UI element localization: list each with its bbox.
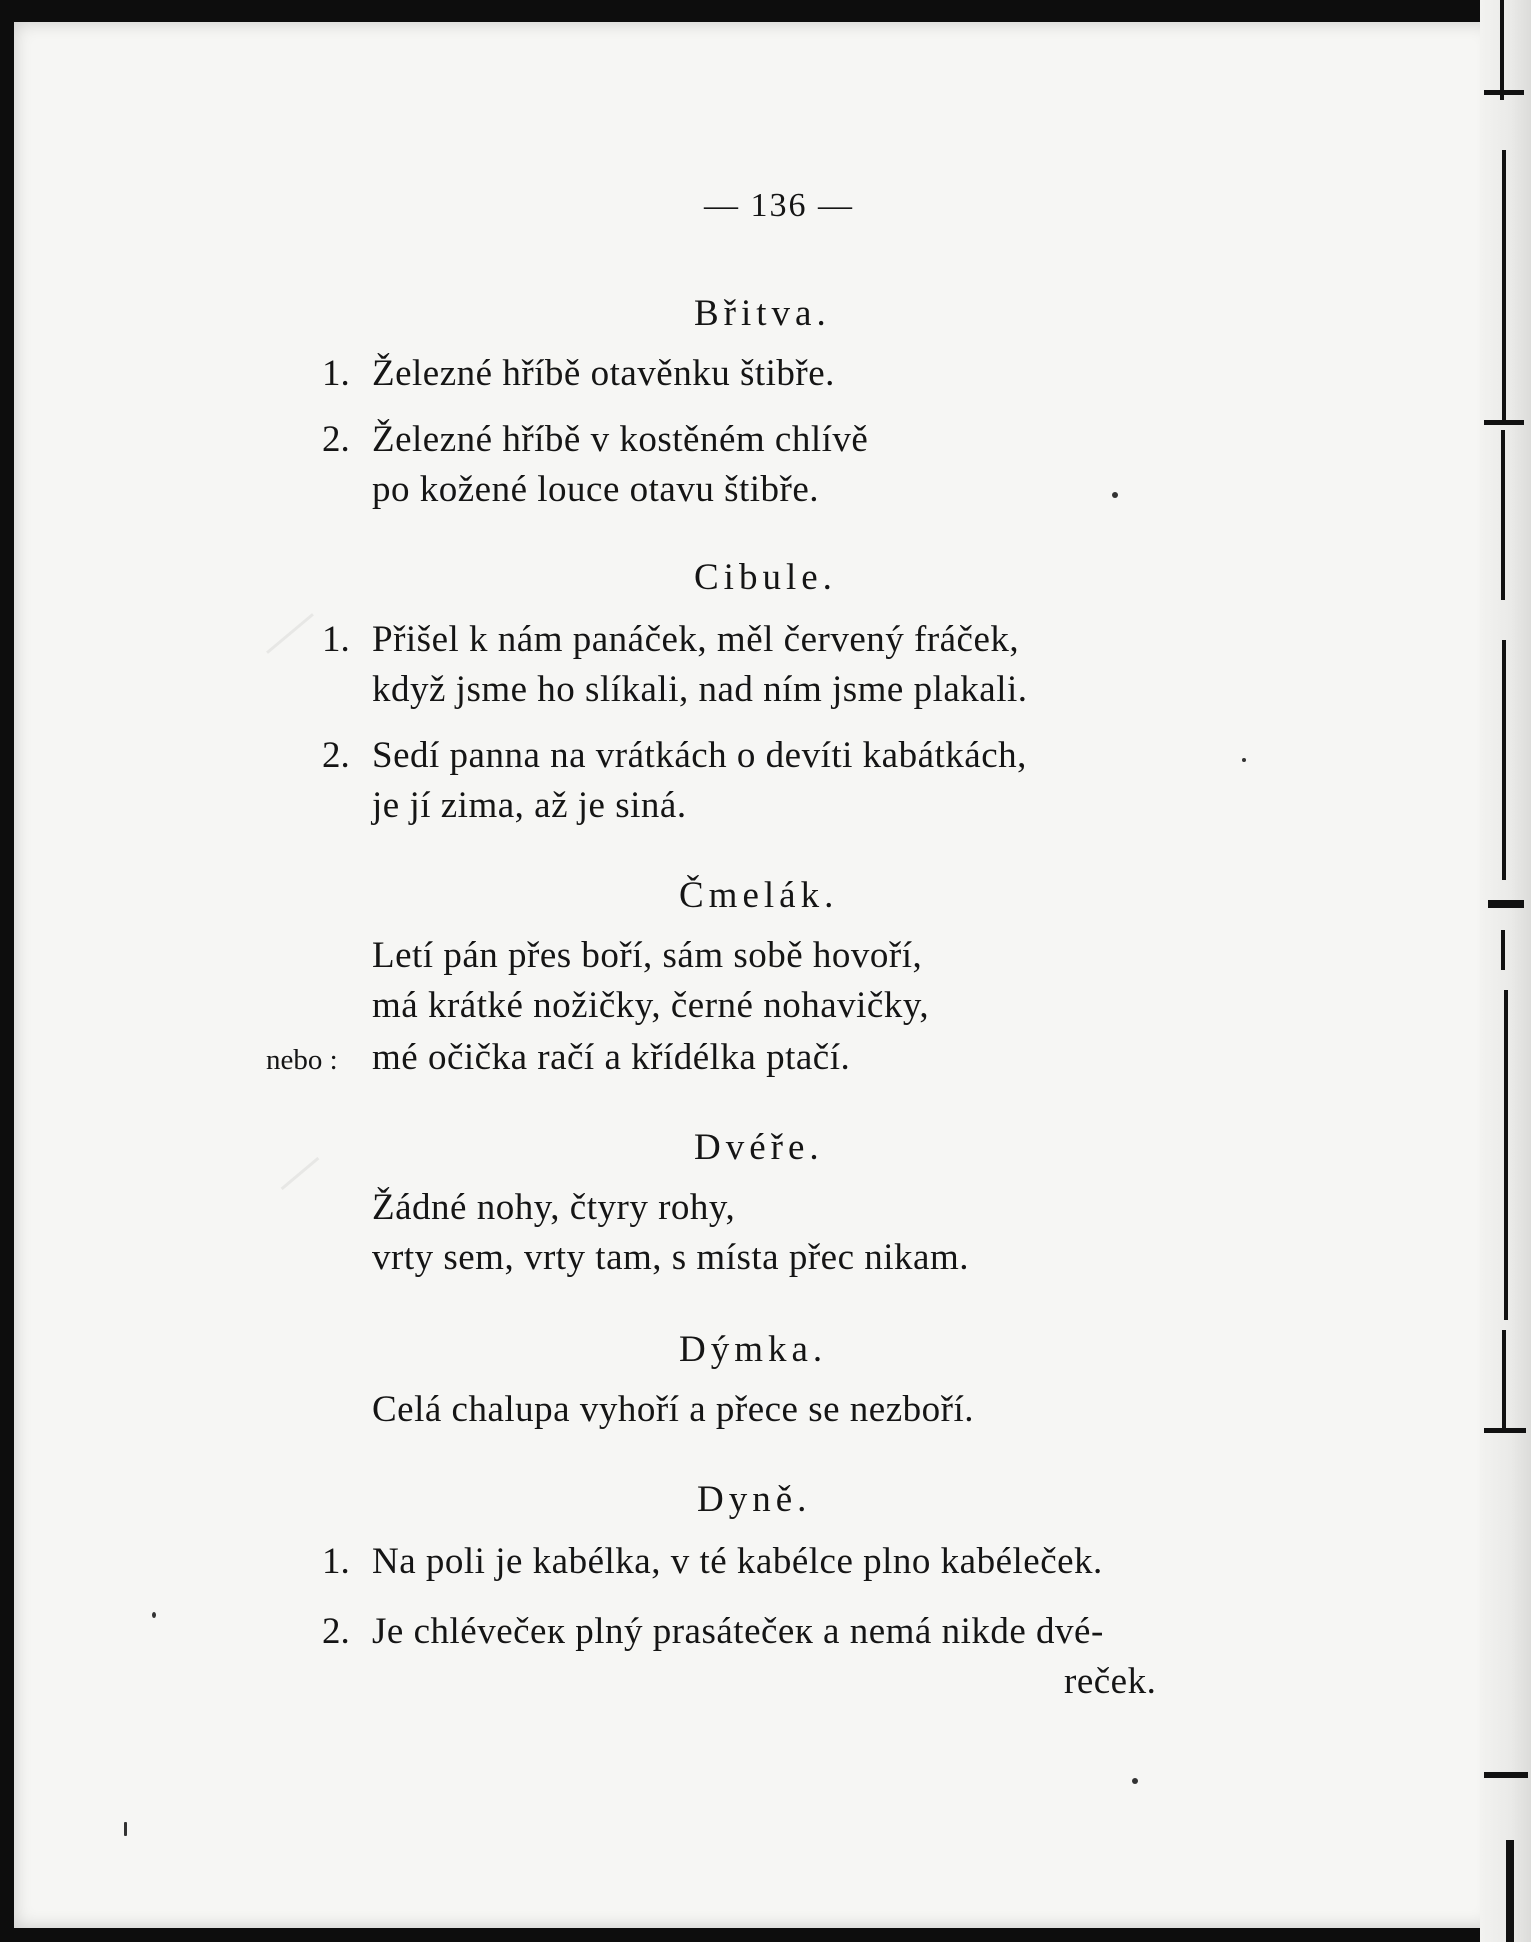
heading-dymka: Dýmka.: [679, 1329, 828, 1370]
paper-speck: [152, 1612, 156, 1618]
riddle-line: když jsme ho slíkali, nad ním jsme plakali.: [372, 669, 1028, 710]
page-number: — 136 —: [704, 187, 854, 224]
riddle-line: vrty sem, vrty tam, s místa přec nikam.: [372, 1237, 969, 1278]
paper-speck: [124, 1822, 127, 1836]
item-number: 1.: [322, 1541, 350, 1582]
riddle-line: Na poli je kabélka, v té kabélce plno kabéleček.: [372, 1541, 1103, 1582]
edge-mark: [1506, 1840, 1514, 1942]
riddle-line: má krátké nožičky, černé nohavičky,: [372, 985, 930, 1026]
alternative-note: nebo :: [266, 1044, 338, 1076]
paper-smudge: [266, 613, 314, 654]
riddle-line: Sedí panna na vrátkách o devíti kabátkách,: [372, 735, 1027, 776]
item-number: 2.: [322, 419, 350, 460]
page-text-area: [14, 22, 1494, 1928]
riddle-line: po kožené louce otavu štibře.: [372, 469, 820, 510]
page-edge: [1480, 0, 1531, 1942]
edge-mark: [1484, 420, 1524, 425]
riddle-line: Celá chalupa vyhoří a přece se nezboří.: [372, 1389, 974, 1430]
edge-mark: [1502, 1330, 1506, 1430]
edge-mark: [1488, 900, 1524, 908]
item-number: 2.: [322, 1611, 350, 1652]
riddle-line: Je chlévečeк plný prasátečeк a nemá nikde dvé-: [372, 1611, 1104, 1652]
paper-speck: [1132, 1778, 1138, 1784]
riddle-line: Přišel k nám panáček, měl červený fráček,: [372, 619, 1020, 660]
edge-mark: [1500, 0, 1504, 100]
item-number: 2.: [322, 735, 350, 776]
edge-mark: [1501, 430, 1505, 600]
heading-dvere: Dvéře.: [694, 1127, 824, 1168]
paper-smudge: [281, 1157, 320, 1190]
heading-dyne: Dyně.: [697, 1479, 812, 1520]
riddle-line: Železné hříbě v kostěném chlívě: [372, 419, 869, 460]
riddle-line: Železné hříbě otavěnku štibře.: [372, 353, 835, 394]
riddle-line: je jí zima, až je siná.: [372, 785, 687, 826]
riddle-line: Letí pán přes boří, sám sobě hovoří,: [372, 935, 923, 976]
edge-mark: [1504, 990, 1508, 1320]
edge-mark: [1502, 150, 1506, 420]
item-number: 1.: [322, 619, 350, 660]
heading-britva: Břitva.: [694, 293, 831, 334]
paper-speck: [1242, 758, 1246, 762]
item-number: 1.: [322, 353, 350, 394]
heading-cmelak: Čmelák.: [679, 875, 839, 916]
riddle-line: Žádné nohy, čtyry rohy,: [372, 1187, 736, 1228]
edge-mark: [1484, 1772, 1528, 1778]
paper-speck: [1112, 492, 1118, 498]
heading-cibule: Cibule.: [694, 557, 837, 598]
riddle-line: reček.: [1064, 1661, 1157, 1702]
riddle-line: mé očička račí a křídélka ptačí.: [372, 1037, 851, 1078]
edge-mark: [1501, 930, 1505, 970]
book-page: [14, 22, 1494, 1928]
edge-mark: [1502, 640, 1506, 880]
edge-mark: [1484, 90, 1524, 95]
